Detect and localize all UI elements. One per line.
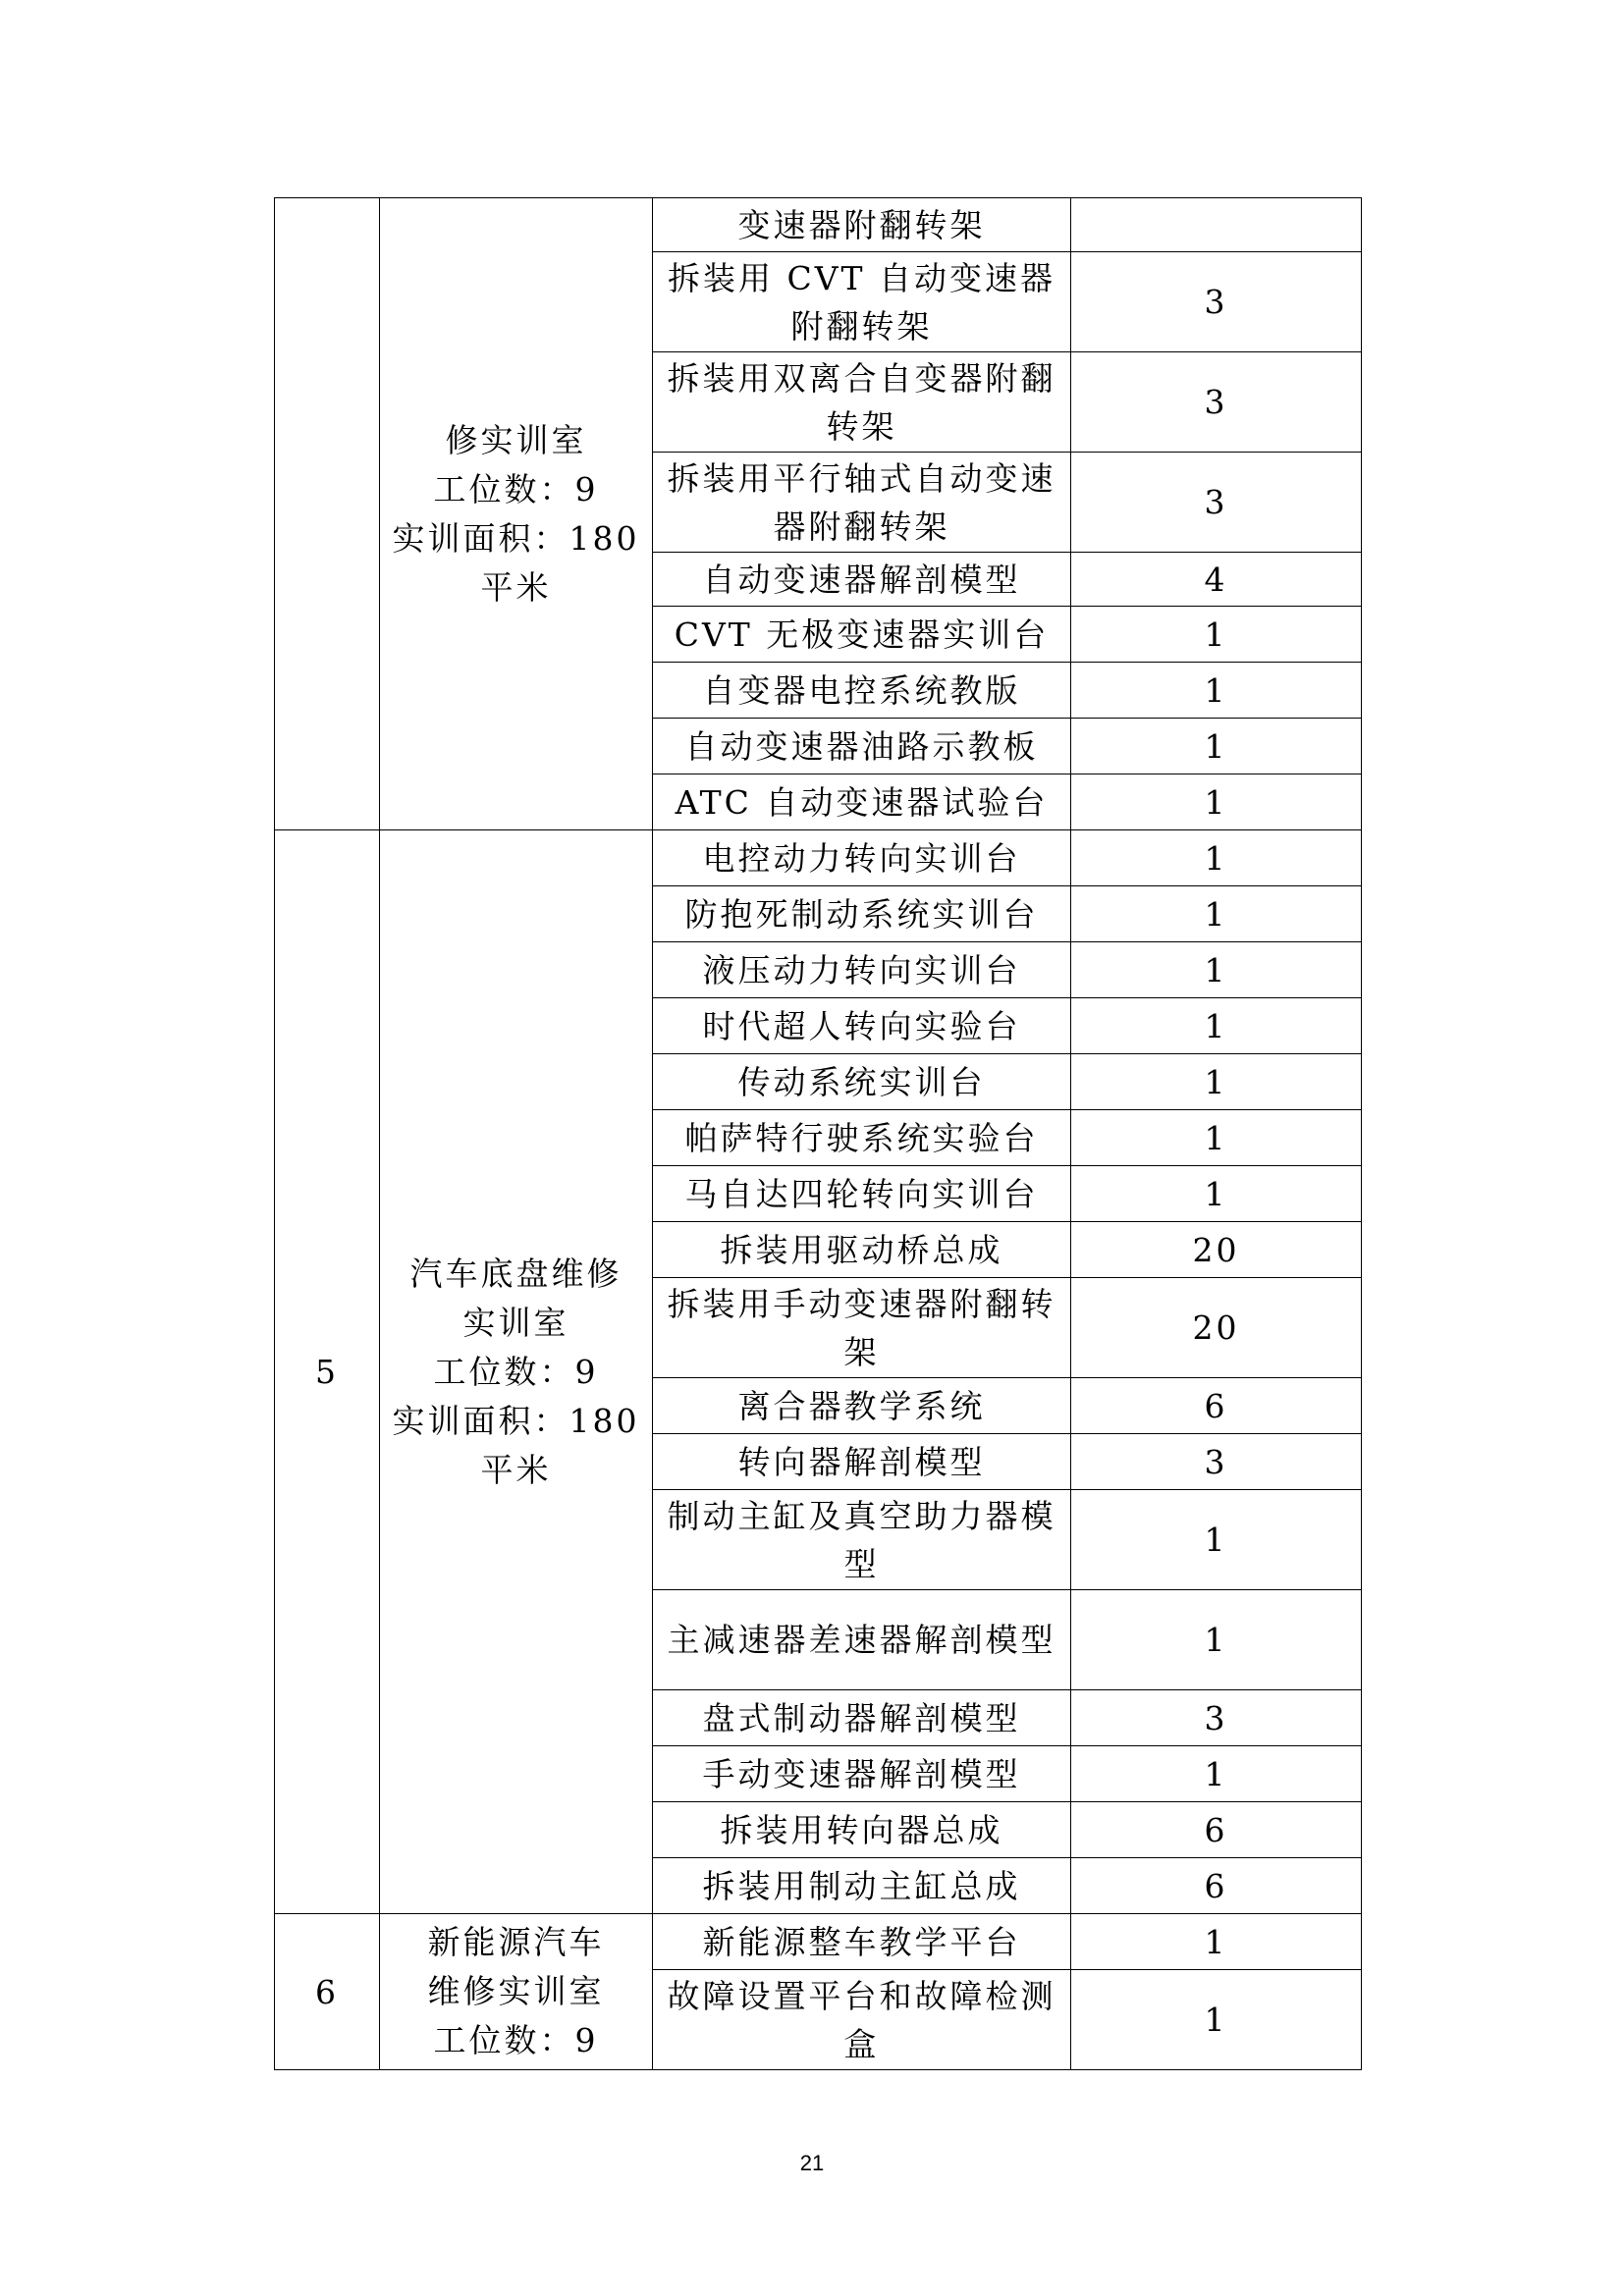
table-row [275, 830, 1362, 886]
quantity-cell: 1 [1071, 1746, 1362, 1802]
quantity-cell: 3 [1071, 252, 1362, 352]
quantity-cell: 1 [1071, 1914, 1362, 1970]
equipment-name-cell: 盘式制动器解剖模型 [653, 1690, 1071, 1746]
training-room-line: 工位数：9 [433, 1352, 599, 1391]
quantity-cell: 1 [1071, 998, 1362, 1054]
training-room-line: 实训面积：180 [392, 518, 640, 558]
equipment-name-cell: 电控动力转向实训台 [653, 830, 1071, 886]
quantity-cell: 1 [1071, 1970, 1362, 2070]
training-room-line: 工位数：9 [433, 2021, 599, 2059]
equipment-name-cell: 自动变速器油路示教板 [653, 719, 1071, 774]
training-room-line: 新能源汽车 [427, 1923, 605, 1961]
training-room-line: 维修实训室 [427, 1972, 605, 2010]
row-number-cell: 6 [275, 1914, 380, 2070]
quantity-cell: 1 [1071, 830, 1362, 886]
quantity-cell: 6 [1071, 1378, 1362, 1434]
equipment-name-cell: 转向器解剖模型 [653, 1434, 1071, 1490]
quantity-cell: 1 [1071, 1166, 1362, 1222]
equipment-name-cell: 拆装用 CVT 自动变速器附翻转架 [653, 252, 1071, 352]
equipment-name-cell: 故障设置平台和故障检测盒 [653, 1970, 1071, 2070]
quantity-cell [1071, 198, 1362, 252]
training-room-cell [380, 1914, 653, 2070]
row-number-cell [275, 198, 380, 830]
quantity-cell: 3 [1071, 352, 1362, 453]
equipment-name-cell: 新能源整车教学平台 [653, 1914, 1071, 1970]
quantity-cell: 1 [1071, 774, 1362, 830]
equipment-name-cell: 拆装用平行轴式自动变速器附翻转架 [653, 453, 1071, 553]
equipment-name-cell: 防抱死制动系统实训台 [653, 886, 1071, 942]
page-number: 21 [799, 2151, 825, 2175]
quantity-cell: 6 [1071, 1858, 1362, 1914]
quantity-cell: 1 [1071, 719, 1362, 774]
quantity-cell: 3 [1071, 1690, 1362, 1746]
equipment-name-cell: 液压动力转向实训台 [653, 942, 1071, 998]
equipment-name-cell: 主减速器差速器解剖模型 [653, 1590, 1071, 1690]
training-room-line: 平米 [480, 567, 552, 607]
equipment-name-cell: 帕萨特行驶系统实验台 [653, 1110, 1071, 1166]
quantity-cell: 1 [1071, 886, 1362, 942]
quantity-cell: 20 [1071, 1278, 1362, 1378]
quantity-cell: 1 [1071, 942, 1362, 998]
quantity-cell: 1 [1071, 1590, 1362, 1690]
table-row [275, 1914, 1362, 1970]
training-room-line: 平米 [480, 1450, 552, 1489]
training-room-line: 汽车底盘维修 [409, 1254, 623, 1293]
equipment-name-cell: ATC 自动变速器试验台 [653, 774, 1071, 830]
quantity-cell: 1 [1071, 607, 1362, 663]
quantity-cell: 1 [1071, 663, 1362, 719]
quantity-cell: 1 [1071, 1110, 1362, 1166]
equipment-table [274, 197, 1362, 2070]
equipment-name-cell: 手动变速器解剖模型 [653, 1746, 1071, 1802]
quantity-cell: 6 [1071, 1802, 1362, 1858]
table-row [275, 198, 1362, 252]
quantity-cell: 1 [1071, 1054, 1362, 1110]
equipment-name-cell: 拆装用驱动桥总成 [653, 1222, 1071, 1278]
quantity-cell: 3 [1071, 1434, 1362, 1490]
equipment-name-cell: 离合器教学系统 [653, 1378, 1071, 1434]
equipment-name-cell: 自变器电控系统教版 [653, 663, 1071, 719]
equipment-name-cell: 拆装用双离合自变器附翻转架 [653, 352, 1071, 453]
equipment-name-cell: 时代超人转向实验台 [653, 998, 1071, 1054]
equipment-name-cell: CVT 无极变速器实训台 [653, 607, 1071, 663]
equipment-name-cell: 制动主缸及真空助力器模型 [653, 1490, 1071, 1590]
equipment-name-cell: 拆装用手动变速器附翻转架 [653, 1278, 1071, 1378]
quantity-cell: 1 [1071, 1490, 1362, 1590]
equipment-name-cell: 拆装用转向器总成 [653, 1802, 1071, 1858]
quantity-cell: 3 [1071, 453, 1362, 553]
training-room-line: 工位数：9 [433, 469, 599, 508]
quantity-cell: 4 [1071, 553, 1362, 607]
equipment-name-cell: 传动系统实训台 [653, 1054, 1071, 1110]
quantity-cell: 20 [1071, 1222, 1362, 1278]
equipment-name-cell: 变速器附翻转架 [653, 198, 1071, 252]
training-room-line: 修实训室 [445, 420, 587, 459]
equipment-name-cell: 拆装用制动主缸总成 [653, 1858, 1071, 1914]
row-number-cell: 5 [275, 830, 380, 1914]
equipment-name-cell: 自动变速器解剖模型 [653, 553, 1071, 607]
equipment-name-cell: 马自达四轮转向实训台 [653, 1166, 1071, 1222]
training-room-cell [380, 198, 653, 830]
training-room-cell [380, 830, 653, 1914]
training-room-line: 实训室 [462, 1303, 569, 1342]
training-room-line: 实训面积：180 [392, 1401, 640, 1440]
